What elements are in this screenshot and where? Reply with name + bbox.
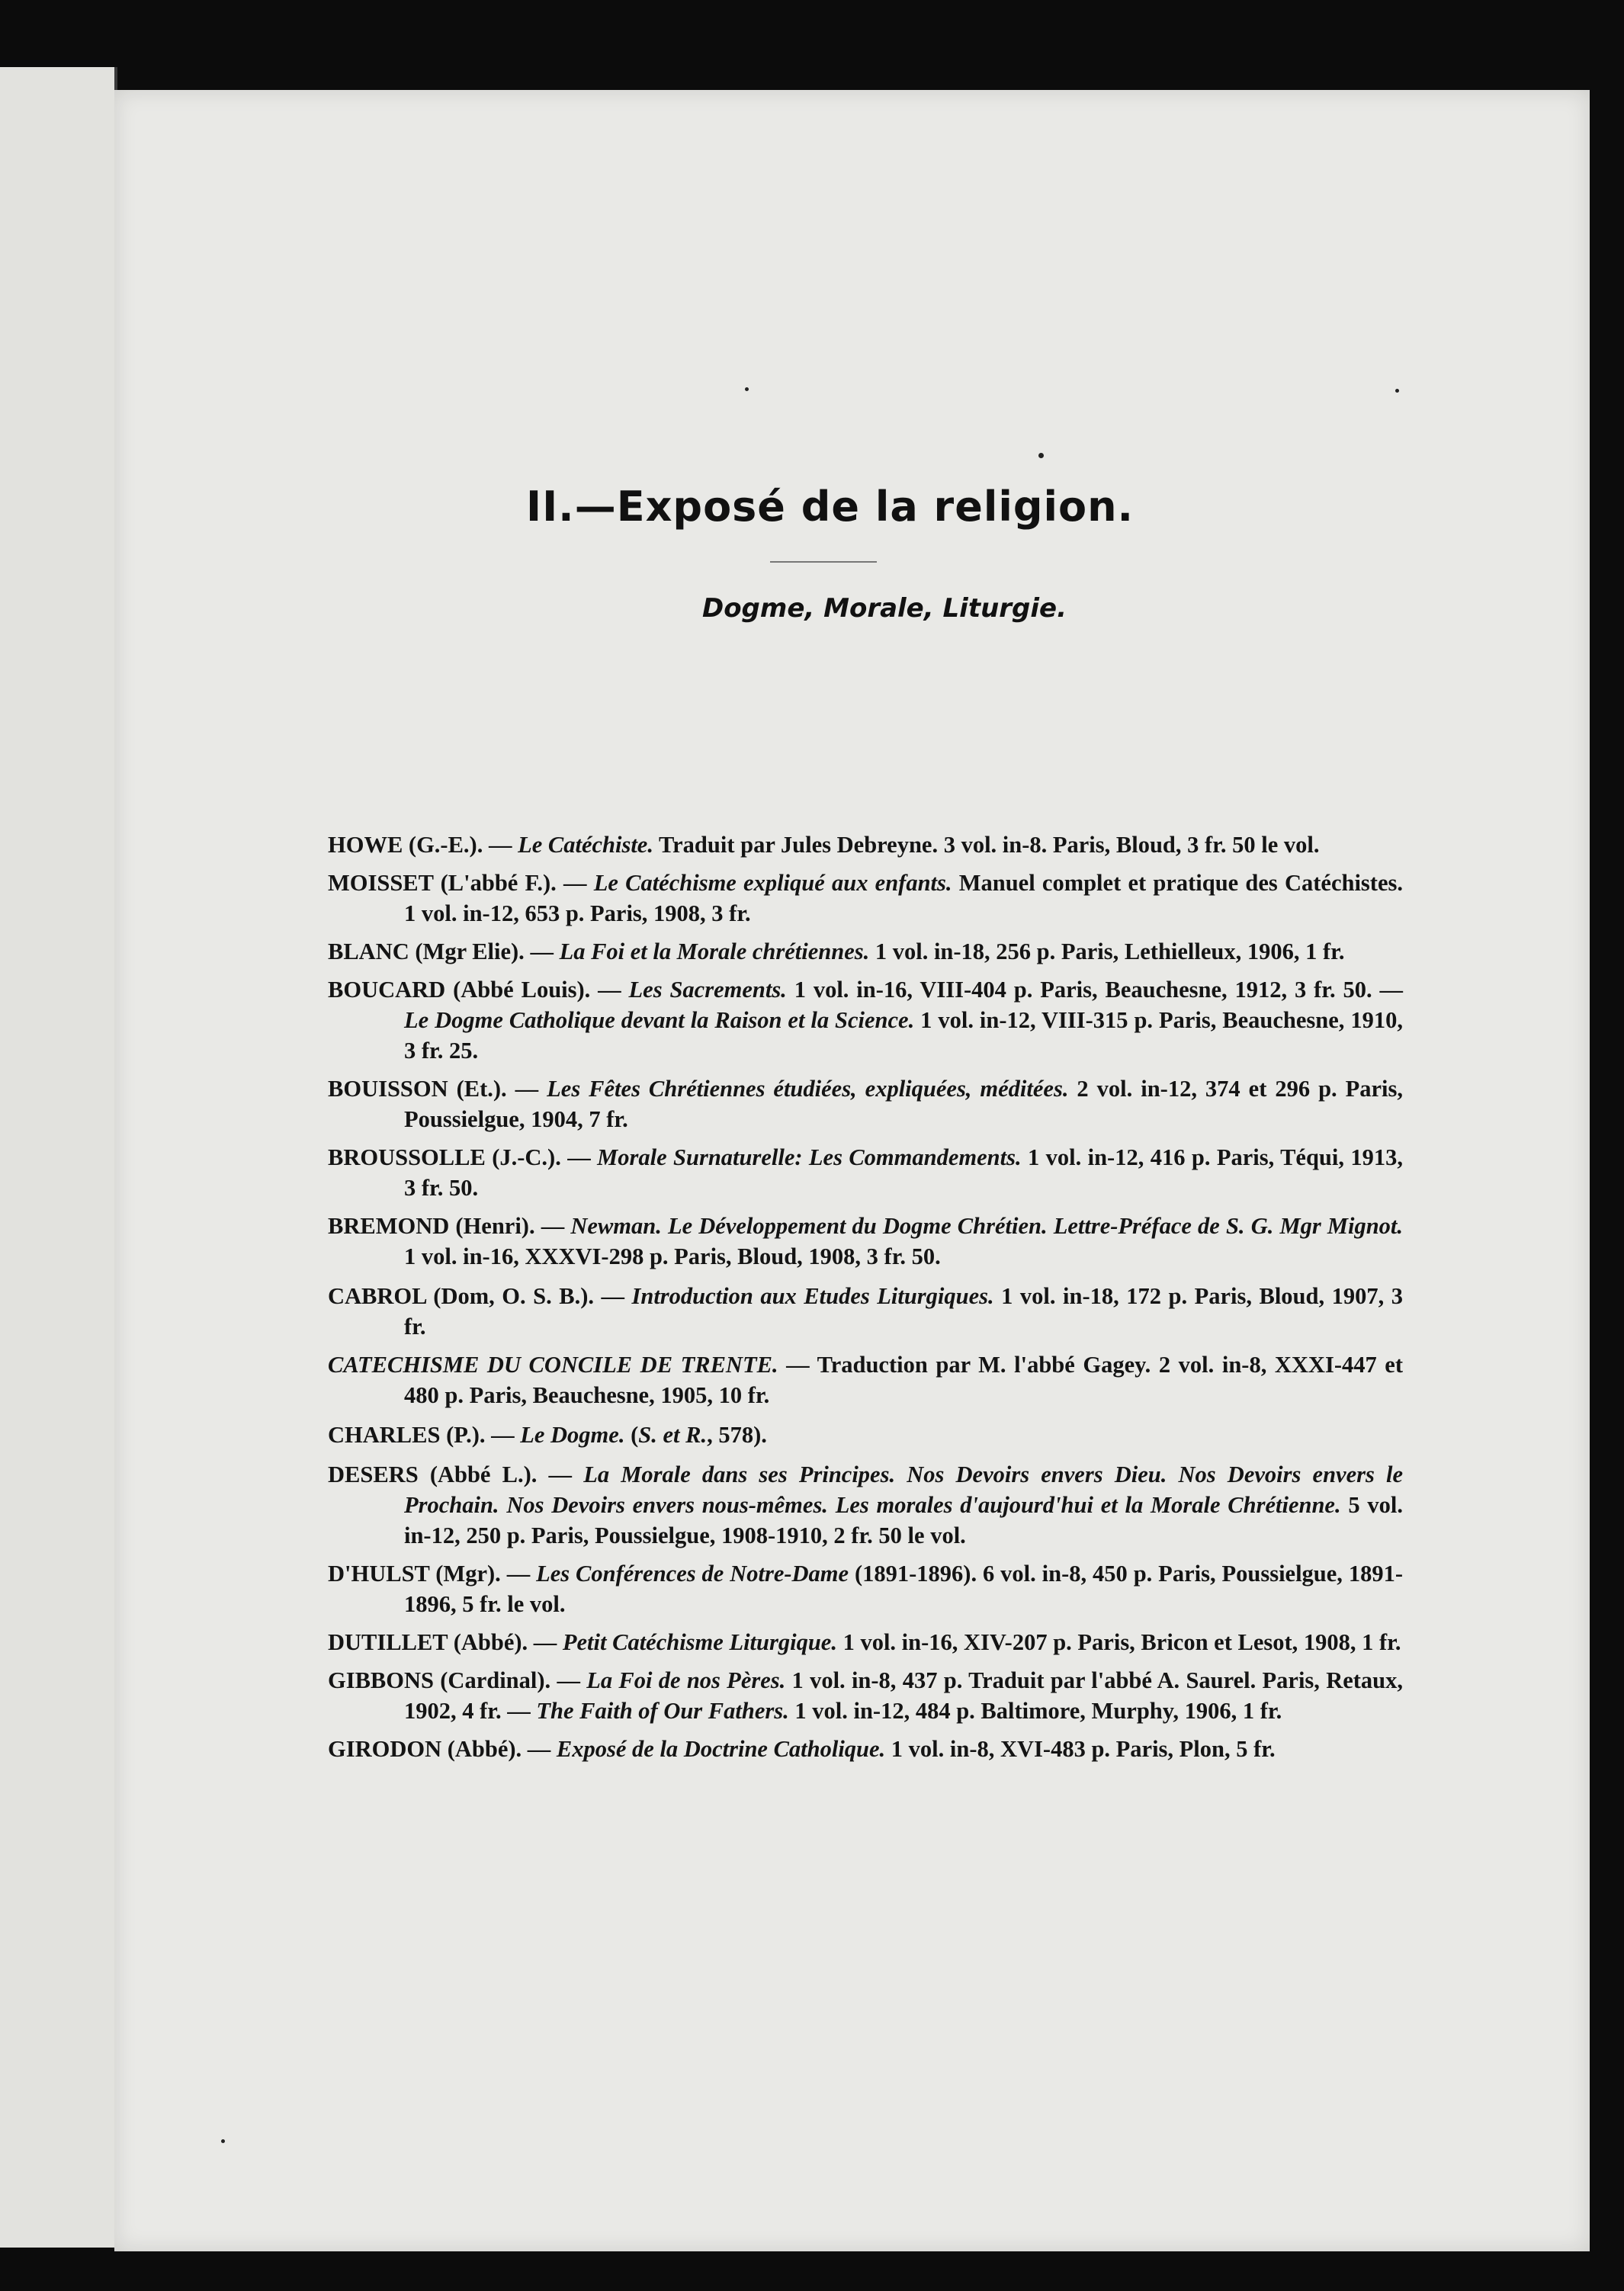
entry-details: 1 vol. in-12, 484 p. Baltimore, Murphy, 1906, 1 fr. — [788, 1698, 1282, 1724]
previous-page-edge — [0, 67, 117, 2248]
entry-author: D'HULST (Mgr). — [328, 1561, 501, 1587]
entry-details: Traduit par Jules Debreyne. 3 vol. in-8. Paris, Bloud, 3 fr. 50 le vol. — [653, 832, 1320, 858]
entry-author: GIRODON (Abbé). — [328, 1736, 522, 1762]
entry-title: Les Fêtes Chrétiennes étudiées, expliquées, méditées. — [547, 1076, 1069, 1102]
entry-separator: — — [590, 977, 629, 1003]
entry-title: Exposé de la Doctrine Catholique. — [556, 1736, 886, 1762]
entry-title: Newman. Le Développement du Dogme Chrétien. Lettre-Préface de S. G. Mgr Mignot. — [570, 1213, 1404, 1239]
entry-author: BREMOND (Henri). — [328, 1213, 535, 1239]
entry-details: 2 vol. in-12, 374 et 296 p. Paris, Poussielgue, 1904, 7 fr. — [404, 1076, 1404, 1132]
speck — [1395, 389, 1399, 393]
entry-title: The Faith of Our Fathers. — [536, 1698, 789, 1724]
section-heading: II.—Exposé de la religion. — [526, 483, 1135, 531]
book-page — [114, 90, 1590, 2251]
bibliography-entry — [328, 936, 1403, 967]
bibliography-entry — [328, 1211, 1403, 1272]
entry-separator: — — [483, 832, 518, 858]
entry-author: CABROL (Dom, O. S. B.). — [328, 1283, 594, 1309]
entry-title: Le Catéchiste. — [518, 832, 653, 858]
entry-details: Manuel complet et pratique des Catéchistes. 1 vol. in-12, 653 p. Paris, 1908, 3 fr. — [404, 870, 1403, 926]
entry-title: Le Catéchisme expliqué aux enfants. — [593, 870, 952, 896]
section-subheading: Dogme, Morale, Liturgie. — [701, 593, 1067, 624]
entry-author: DUTILLET (Abbé). — [328, 1629, 528, 1655]
entry-title: Le Dogme Catholique devant la Raison et la Science. — [404, 1007, 915, 1033]
entry-details: — Traduction par M. l'abbé Gagey. 2 vol. in-8, XXXI-447 et 480 p. Paris, Beauchesne, 1905, 10 fr. — [404, 1352, 1403, 1408]
entry-separator: — — [560, 1144, 598, 1170]
entry-author: BLANC (Mgr Elie). — [328, 939, 525, 964]
entry-details: 5 vol. in-12, 250 p. Paris, Poussielgue, 1908-1910, 2 fr. 50 le vol. — [404, 1492, 1403, 1548]
entry-title: Les Conférences de Notre-Dame — [536, 1561, 849, 1587]
bibliography-entry — [328, 1073, 1403, 1134]
entry-details: 1 vol. in-16, VIII-404 p. Paris, Beauchesne, 1912, 3 fr. 50. — — [786, 977, 1403, 1003]
speck — [221, 2139, 225, 2143]
entry-separator: — — [485, 1422, 521, 1448]
entry-details: 1 vol. in-16, XIV-207 p. Paris, Bricon et Lesot, 1908, 1 fr. — [836, 1629, 1401, 1655]
bibliography-entry — [328, 1420, 1403, 1450]
speck — [1038, 453, 1044, 458]
entry-author: CHARLES (P.). — [328, 1422, 486, 1448]
entry-details: 1 vol. in-8, 437 p. Traduit par l'abbé A. Saurel. Paris, Retaux, 1902, 4 fr. — — [404, 1667, 1404, 1724]
entry-separator: — — [500, 1561, 537, 1587]
entry-title: La Foi de nos Pères. — [586, 1667, 786, 1693]
entry-author: BROUSSOLLE (J.-C.). — [328, 1144, 561, 1170]
bibliography-entry — [328, 1459, 1403, 1551]
entry-author: HOWE (G.-E.). — [328, 832, 483, 858]
speck — [745, 387, 749, 391]
entry-title: La Morale dans ses Principes. Nos Devoirs envers Dieu. Nos Devoirs envers le Prochain. Nos Devoirs envers nous-mêmes. Les morales d'aujourd'hui et la Morale Chrétienne. — [404, 1462, 1404, 1518]
entry-separator: — — [550, 1667, 587, 1693]
entry-title: La Foi et la Morale chrétiennes. — [559, 939, 870, 964]
entry-author: DESERS (Abbé L.). — [328, 1462, 538, 1487]
entry-details: 1 vol. in-12, 416 p. Paris, Téqui, 1913, 3 fr. 50. — [404, 1144, 1404, 1201]
bibliography-entry — [328, 1734, 1403, 1764]
entry-title: S. et R. — [638, 1422, 708, 1448]
bibliography-entry — [328, 829, 1403, 860]
entry-details: 1 vol. in-18, 172 p. Paris, Bloud, 1907, 3 fr. — [404, 1283, 1403, 1340]
entry-author: BOUISSON (Et.). — [328, 1076, 507, 1102]
entry-author: MOISSET (L'abbé F.). — [328, 870, 557, 896]
bibliography-entry — [328, 1349, 1403, 1410]
entry-details: (1891-1896). 6 vol. in-8, 450 p. Paris, Poussielgue, 1891-1896, 5 fr. le vol. — [404, 1561, 1403, 1617]
entry-separator: — — [556, 870, 594, 896]
entry-separator: — — [593, 1283, 632, 1309]
entry-separator: — — [524, 939, 560, 964]
entry-separator: — — [506, 1076, 547, 1102]
bibliography-entry — [328, 974, 1403, 1066]
bibliography-entry — [328, 1142, 1403, 1203]
entry-details: 1 vol. in-16, XXXVI-298 p. Paris, Bloud, 1908, 3 fr. 50. — [404, 1243, 941, 1269]
entry-title: Les Sacrements. — [628, 977, 787, 1003]
entry-title: Le Dogme. — [520, 1422, 625, 1448]
entry-title: Morale Surnaturelle: Les Commandements. — [597, 1144, 1022, 1170]
entry-details: , 578). — [707, 1422, 767, 1448]
entry-separator: — — [528, 1629, 563, 1655]
entry-details: ( — [624, 1422, 639, 1448]
entry-title: CATECHISME DU CONCILE DE TRENTE. — [328, 1352, 778, 1378]
bibliography-entry — [328, 1665, 1403, 1726]
entry-details: 1 vol. in-18, 256 p. Paris, Lethielleux, 1906, 1 fr. — [869, 939, 1345, 964]
bibliography-entry — [328, 1558, 1403, 1619]
bibliography-entry — [328, 868, 1403, 929]
bibliography-entry — [328, 1627, 1403, 1657]
bibliography-list — [328, 829, 1403, 1764]
entry-details: 1 vol. in-12, VIII-315 p. Paris, Beauchesne, 1910, 3 fr. 25. — [404, 1007, 1403, 1064]
bibliography-entry — [328, 1281, 1403, 1342]
entry-separator: — — [534, 1213, 571, 1239]
entry-author: BOUCARD (Abbé Louis). — [328, 977, 591, 1003]
entry-separator: — — [537, 1462, 584, 1487]
heading-rule — [770, 561, 877, 563]
entry-separator: — — [522, 1736, 557, 1762]
entry-title: Petit Catéchisme Liturgique. — [562, 1629, 837, 1655]
entry-details: 1 vol. in-8, XVI-483 p. Paris, Plon, 5 fr. — [885, 1736, 1276, 1762]
entry-title: Introduction aux Etudes Liturgiques. — [631, 1283, 994, 1309]
entry-author: GIBBONS (Cardinal). — [328, 1667, 551, 1693]
